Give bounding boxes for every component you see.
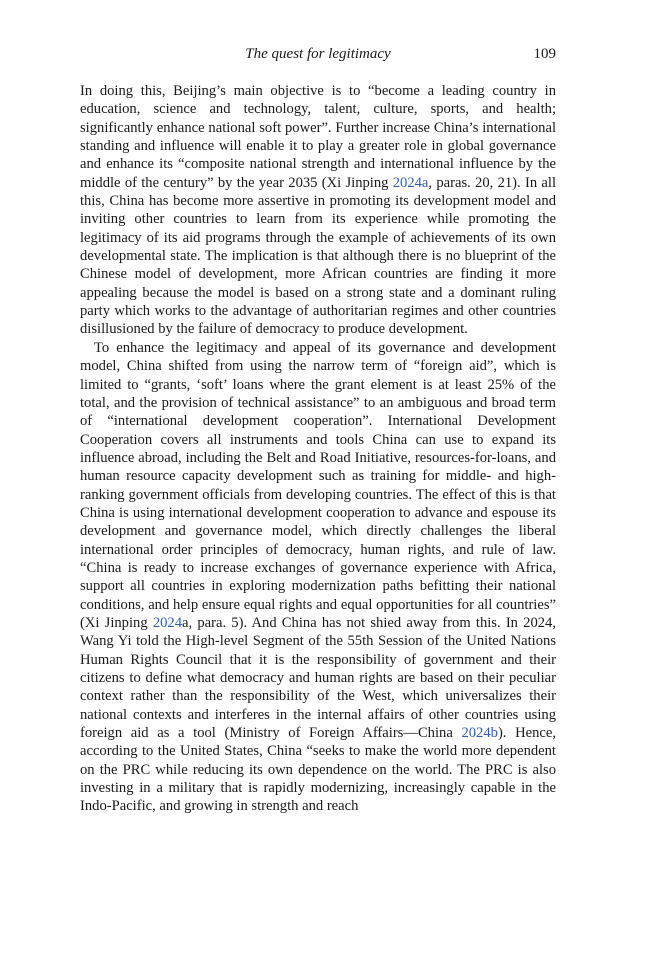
page-number: 109 [533, 46, 556, 62]
citation-link-xi-jinping-2024a[interactable]: 2024a [392, 174, 429, 191]
text-run: To enhance the legitimacy and appeal of its governance and development model, China shifted from using the narrow term of “foreign aid”, which is limited to “grants, ‘soft’ loans where the grant element is at least 25% of the total, and the provision of technical assistance” to an ambiguous and broad term of “international development cooperation”. International Development Cooperation covers all instruments and tools China can use to expand its influence abroad, including the Belt and Road Initiative, resources-for-loans, and human resource capacity development such as training for middle- and high-ranking government officials from developing countries. The effect of this is that China is using international development cooperation to advance and espouse its development and governance model, which directly challenges the liberal international order principles of democracy, human rights, and rule of law. “China is ready to increase exchanges of governance experience with Africa, support all countries in exploring modernization paths befitting their national conditions, and help ensure equal rights and equal opportunities for all countries” (Xi Jinping [80, 339, 556, 631]
book-page [80, 46, 556, 816]
citation-link-mfa-china-2024b[interactable]: 2024b [461, 725, 498, 742]
body-text [80, 82, 556, 816]
paragraph-2 [80, 339, 556, 816]
running-header [80, 46, 556, 68]
text-run: , paras. 20, 21). In all this, China has become more assertive in promoting its development model and inviting other countries to learn from its experience while promoting the legitimacy of its aid programs through the example of achievements of its own developmental state. The implication is that although there is no blueprint of the Chinese model of development, more African countries are finding it more appealing because the model is based on a strong state and a dominant ruling party which works to the advantage of authoritarian regimes and other countries disillusioned by the failure of democracy to produce development. [80, 174, 556, 338]
citation-link-xi-jinping-2024[interactable]: 2024 [152, 614, 183, 631]
text-run: a, para. 5). And China has not shied away from this. In 2024, Wang Yi told the High-level Segment of the 55th Session of the United Nations Human Rights Council that it is the responsibility of government and their citizens to define what democracy and human rights are based on their peculiar context rather than the responsibility of the West, which universalizes their national contexts and interferes in the internal affairs of other countries using foreign aid as a tool (Ministry of Foreign Affairs—China [80, 614, 557, 742]
text-run: ). Hence, according to the United States, China “seeks to make the world more dependent on the PRC while reducing its own dependence on the world. The PRC is also investing in a military that is rapidly modernizing, increasingly capable in the Indo-Pacific, and growing in strength and reach [80, 725, 556, 815]
text-run: In doing this, Beijing’s main objective is to “become a leading country in education, science and technology, talent, culture, sports, and health; significantly enhance national soft power”. Further increase China’s international standing and influence will enable it to play a greater role in global governance and enhance its “composite national strength and international influence by the middle of the century” by the year 2035 (Xi Jinping [80, 83, 556, 191]
paragraph-1 [80, 82, 556, 339]
running-title: The quest for legitimacy [245, 46, 391, 62]
